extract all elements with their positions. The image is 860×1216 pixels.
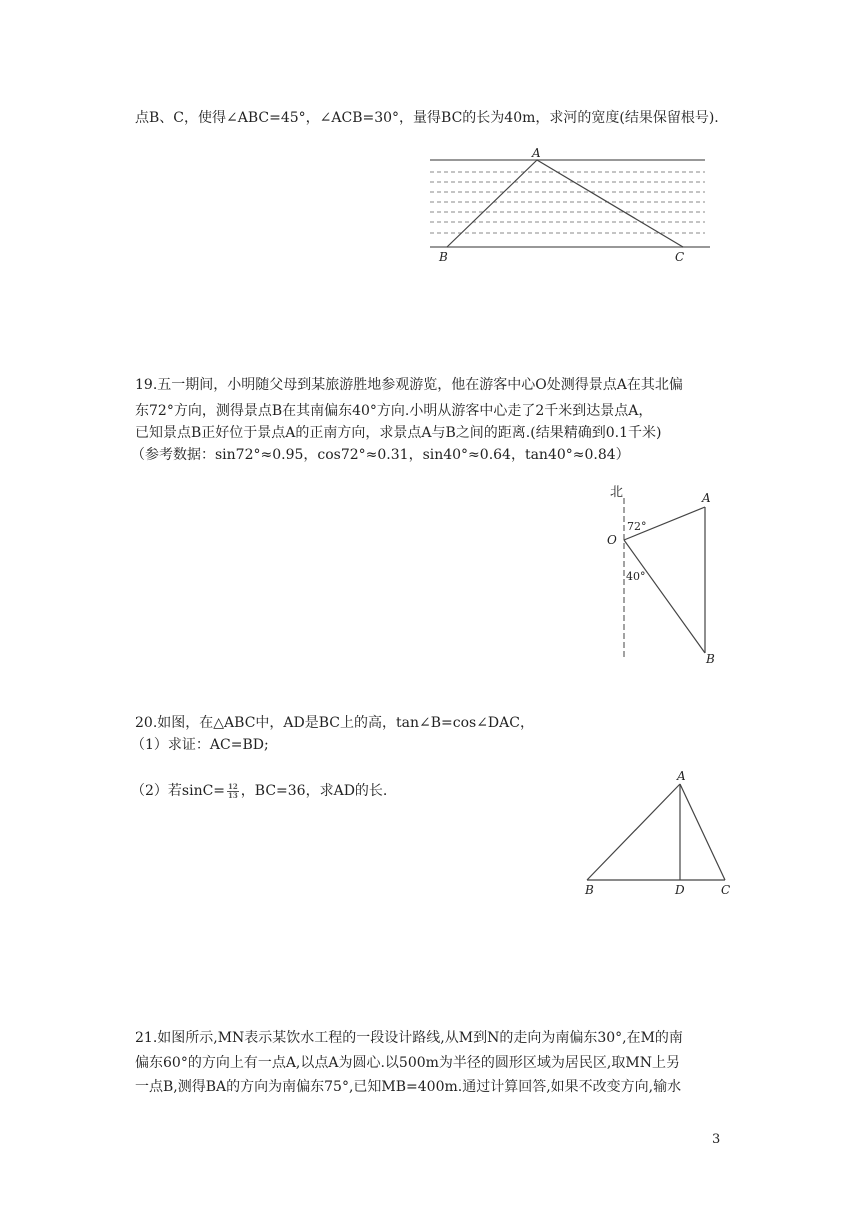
- q19-label-north: 北: [610, 485, 624, 500]
- q19-bearing-diagram: [600, 480, 730, 670]
- q19-text-line1: 19.五一期间，小明随父母到某旅游胜地参观游览，他在游客中心O处测得景点A在其北偏: [135, 377, 683, 393]
- q19-label-a: A: [702, 491, 711, 505]
- q20-fraction-denominator: 13: [228, 790, 238, 800]
- q21-text-line3: 一点B,测得BA的方向为南偏东75°,已知MB=400m.通过计算回答,如果不改变方向,输水: [135, 1079, 682, 1095]
- q20-fraction-numerator: 12: [228, 781, 238, 791]
- q18-label-c: C: [675, 250, 685, 264]
- page-number: 3: [712, 1132, 721, 1147]
- q18-river-diagram: [425, 145, 715, 270]
- q18-label-a: A: [532, 146, 541, 160]
- q18-text-line1: 点B、C，使得∠ABC=45°，∠ACB=30°，量得BC的长为40m，求河的宽度(结果保留根号).: [135, 110, 719, 126]
- q20-part2-pre: （2）若sinC=: [131, 783, 226, 799]
- q19-label-b: B: [706, 652, 715, 666]
- q18-label-b: B: [439, 250, 448, 264]
- q19-text-line2: 东72°方向，测得景点B在其南偏东40°方向.小明从游客中心走了2千米到达景点A，: [135, 403, 653, 419]
- q20-label-d: D: [675, 883, 685, 897]
- q20-triangle-diagram: [575, 770, 735, 900]
- q19-angle-72: 72°: [627, 520, 647, 533]
- q21-text-line1: 21.如图所示,MN表示某饮水工程的一段设计路线,从M到N的走向为南偏东30°,在M的南: [135, 1030, 683, 1046]
- q19-label-o: O: [607, 533, 617, 547]
- q21-text-line2: 偏东60°的方向上有一点A,以点A为圆心.以500m为半径的圆形区域为居民区,取MN上另: [135, 1055, 680, 1071]
- q20-part1: （1）求证：AC=BD;: [131, 737, 269, 753]
- q20-label-a: A: [677, 770, 686, 783]
- q19-angle-40: 40°: [626, 570, 646, 583]
- q20-label-c: C: [721, 883, 731, 897]
- q20-label-b: B: [585, 883, 594, 897]
- q19-reference-data: （参考数据：sin72°≈0.95，cos72°≈0.31，sin40°≈0.64，tan40°≈0.84）: [131, 447, 630, 463]
- q20-text-line1: 20.如图，在△ABC中，AD是BC上的高，tan∠B=cos∠DAC，: [135, 715, 534, 731]
- q20-fraction: [227, 783, 239, 800]
- q20-part2-post: ，BC=36，求AD的长.: [240, 783, 388, 799]
- q19-text-line3: 已知景点B正好位于景点A的正南方向，求景点A与B之间的距离.(结果精确到0.1千米): [135, 425, 662, 441]
